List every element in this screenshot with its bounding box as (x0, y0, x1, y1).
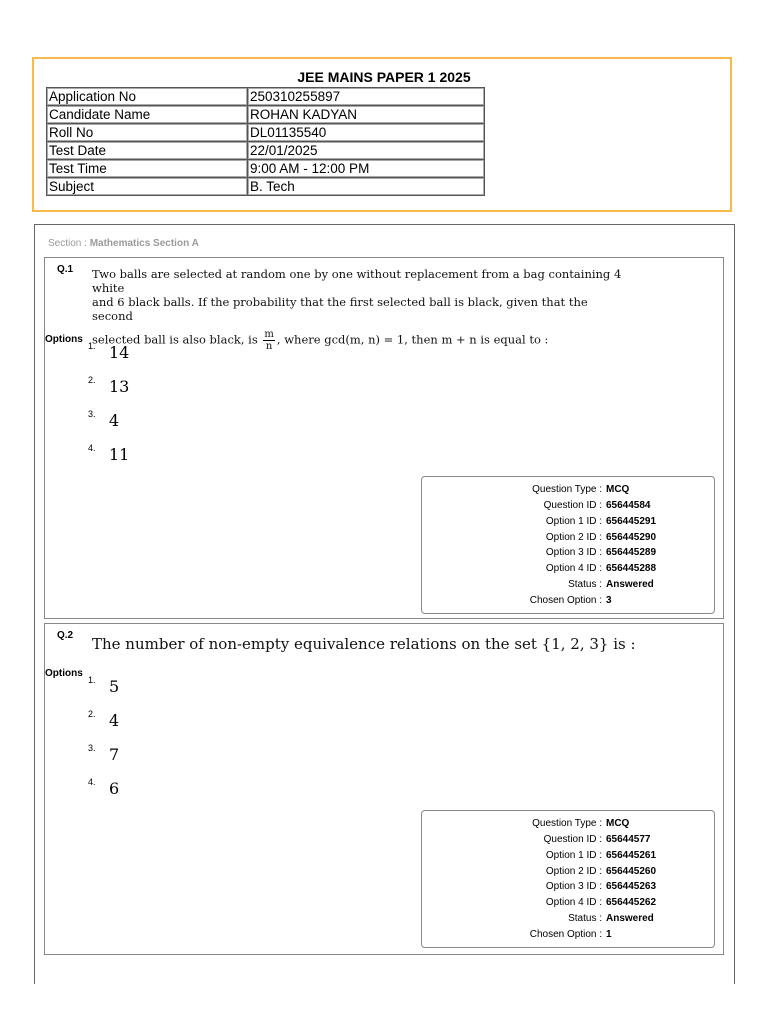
meta-row-o1: Option 1 ID : 656445261 (545, 850, 657, 861)
meta-value: MCQ (606, 484, 630, 495)
meta-row-chosen: Chosen Option : 3 (529, 595, 612, 606)
fraction-denominator: n (265, 341, 273, 352)
option-value: 7 (109, 745, 120, 764)
option-value: 4 (109, 711, 120, 730)
table-row (47, 88, 485, 106)
meta-value: 3 (606, 595, 612, 606)
field-label: Roll No (47, 124, 248, 142)
table-row (47, 160, 485, 178)
fraction (263, 329, 274, 352)
option-number: 4. (88, 443, 96, 453)
table-row (47, 178, 485, 196)
section-label (48, 238, 199, 249)
options-label: Options (45, 668, 83, 679)
field-label: Candidate Name (47, 106, 248, 124)
meta-value: 656445290 (606, 532, 657, 543)
meta-value: 656445262 (606, 897, 657, 908)
meta-value: 656445291 (606, 516, 657, 527)
question-line-3a: selected ball is also black, is (92, 332, 262, 347)
section-name: Mathematics Section A (89, 238, 199, 249)
option-number: 4. (88, 777, 96, 787)
meta-row-status: Status : Answered (568, 579, 654, 590)
question-meta-box (421, 476, 715, 614)
meta-row-o4: Option 4 ID : 656445288 (545, 563, 657, 574)
question-line-3b: , where gcd(m, n) = 1, then m + n is equal to : (276, 332, 549, 347)
option-number: 1. (88, 675, 96, 685)
option-number: 2. (88, 709, 96, 719)
field-value: B. Tech (248, 178, 485, 196)
question-meta-box (421, 810, 715, 948)
meta-value: Answered (606, 913, 654, 924)
meta-value: 656445261 (606, 850, 657, 861)
field-value: 9:00 AM - 12:00 PM (248, 160, 485, 178)
question-number: Q.1 (57, 264, 74, 275)
fraction-numerator: m (264, 329, 274, 340)
meta-value: 656445288 (606, 563, 657, 574)
field-label: Test Time (47, 160, 248, 178)
meta-value: 65644577 (606, 834, 651, 845)
meta-row-qid: Question ID : 65644584 (543, 500, 651, 511)
option-number: 1. (88, 341, 96, 351)
option-value: 5 (109, 677, 120, 696)
option-number: 2. (88, 375, 96, 385)
meta-row-type: Question Type : MCQ (532, 818, 630, 829)
section-container (34, 224, 735, 984)
option-value: 6 (109, 779, 120, 798)
candidate-info-box (32, 57, 732, 212)
question-panel-2 (44, 623, 724, 955)
options-label: Options (45, 334, 83, 345)
meta-row-o3: Option 3 ID : 656445289 (545, 547, 657, 558)
meta-row-o2: Option 2 ID : 656445260 (545, 866, 657, 877)
paper-title: JEE MAINS PAPER 1 2025 (297, 69, 471, 85)
question-line-3 (92, 329, 632, 352)
question-line-2: and 6 black balls. If the probability that the first selected ball is black, given that the second (92, 295, 588, 323)
option-value: 11 (109, 445, 130, 464)
section-prefix: Section : (48, 238, 90, 249)
meta-value: 656445260 (606, 866, 657, 877)
question-panel-1 (44, 257, 724, 619)
meta-row-type: Question Type : MCQ (532, 484, 630, 495)
meta-value: 65644584 (606, 500, 651, 511)
meta-value: 656445263 (606, 881, 657, 892)
field-value: 22/01/2025 (248, 142, 485, 160)
field-label: Subject (47, 178, 248, 196)
option-value: 4 (109, 411, 120, 430)
question-line-1: Two balls are selected at random one by one without replacement from a bag containing 4 white (92, 267, 622, 295)
meta-value: 1 (606, 929, 612, 940)
table-row (47, 124, 485, 142)
question-text: The number of non-empty equivalence relations on the set {1, 2, 3} is : (92, 635, 636, 653)
table-row (47, 142, 485, 160)
field-label: Test Date (47, 142, 248, 160)
meta-row-o2: Option 2 ID : 656445290 (545, 532, 657, 543)
option-number: 3. (88, 743, 96, 753)
meta-row-o1: Option 1 ID : 656445291 (545, 516, 657, 527)
meta-value: MCQ (606, 818, 630, 829)
question-number: Q.2 (57, 630, 74, 641)
meta-value: 656445289 (606, 547, 657, 558)
field-value: 250310255897 (248, 88, 485, 106)
field-label: Application No (47, 88, 248, 106)
meta-row-o4: Option 4 ID : 656445262 (545, 897, 657, 908)
option-value: 13 (109, 377, 130, 396)
option-number: 3. (88, 409, 96, 419)
meta-row-qid: Question ID : 65644577 (543, 834, 651, 845)
meta-value: Answered (606, 579, 654, 590)
field-value: DL01135540 (248, 124, 485, 142)
option-value: 14 (109, 343, 130, 362)
meta-row-chosen: Chosen Option : 1 (529, 929, 612, 940)
meta-row-o3: Option 3 ID : 656445263 (545, 881, 657, 892)
field-value: ROHAN KADYAN (248, 106, 485, 124)
candidate-info-table (46, 87, 485, 196)
meta-row-status: Status : Answered (568, 913, 654, 924)
question-text (92, 267, 632, 352)
table-row (47, 106, 485, 124)
